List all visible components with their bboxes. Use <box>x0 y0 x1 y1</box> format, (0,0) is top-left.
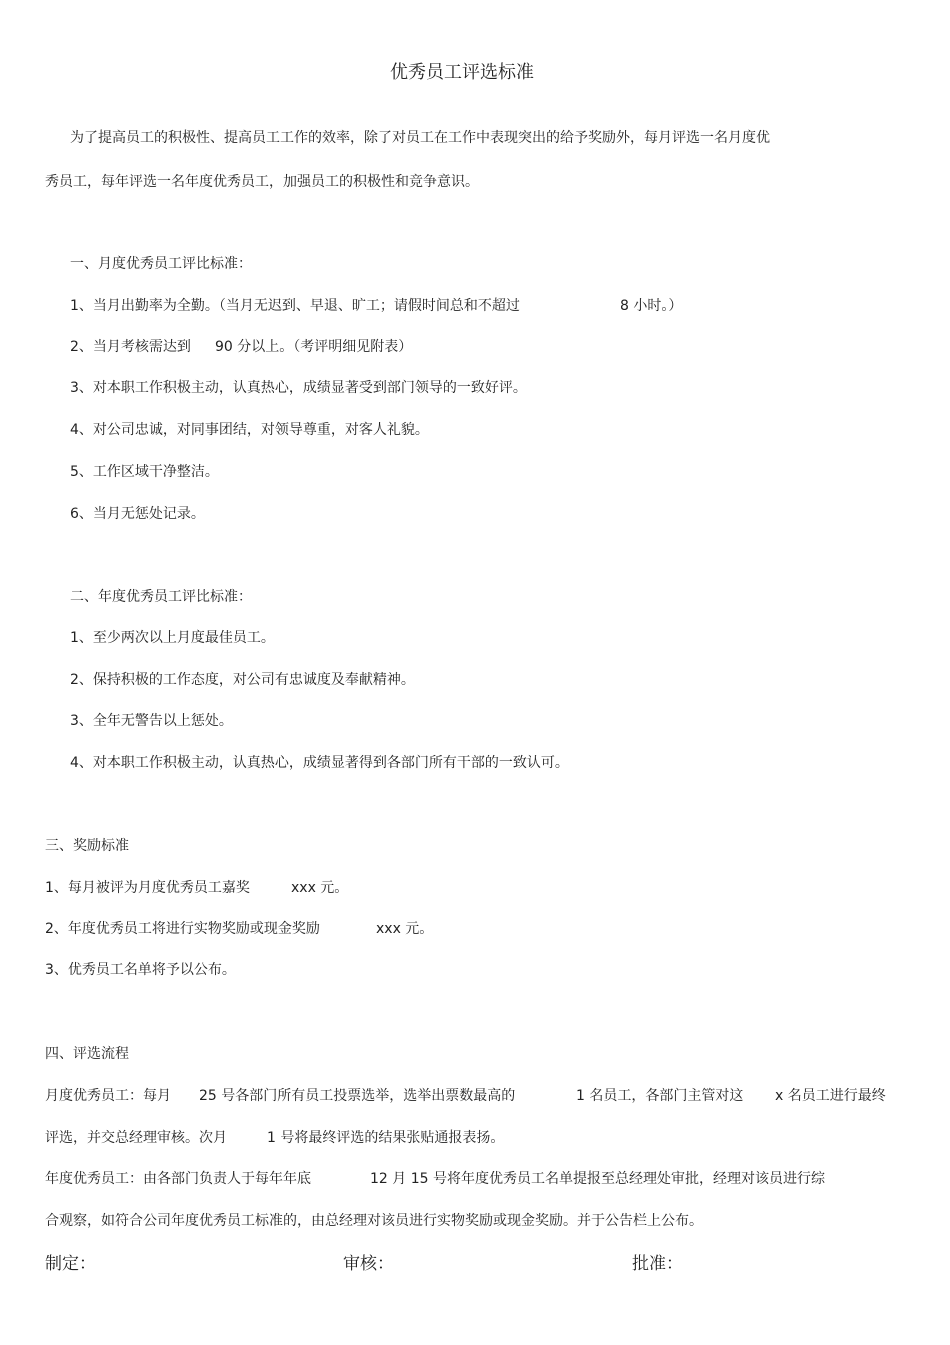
process-annual-line-1-a: 年度优秀员工：由各部门负责人于每年年底 <box>45 1171 311 1187</box>
process-monthly-line-1-b: 25 号各部门所有员工投票选举，选举出票数最高的 <box>199 1088 516 1104</box>
reward-item-1-tail: xxx 元。 <box>291 880 349 896</box>
annual-criteria-heading: 二、年度优秀员工评比标准： <box>70 589 252 605</box>
monthly-item-2: 2、当月考核需达到 <box>70 339 191 355</box>
reward-item-1: 1、每月被评为月度优秀员工嘉奖 <box>45 880 250 896</box>
annual-item-3: 3、全年无警告以上惩处。 <box>70 713 233 729</box>
signature-review: 审核： <box>343 1254 394 1274</box>
reward-item-2-tail: xxx 元。 <box>376 921 434 937</box>
monthly-criteria-heading: 一、月度优秀员工评比标准： <box>70 256 252 272</box>
annual-item-4: 4、对本职工作积极主动，认真热心，成绩显著得到各部门所有干部的一致认可。 <box>70 755 569 771</box>
reward-item-2: 2、年度优秀员工将进行实物奖励或现金奖励 <box>45 921 320 937</box>
process-monthly-line-1-d: x 名员工进行最终 <box>775 1088 886 1104</box>
intro-line-1: 为了提高员工的积极性、提高员工工作的效率，除了对员工在工作中表现突出的给予奖励外，每月评选一名月度优 <box>70 130 770 146</box>
monthly-item-5: 5、工作区域干净整洁。 <box>70 464 219 480</box>
reward-item-3: 3、优秀员工名单将予以公布。 <box>45 962 236 978</box>
monthly-item-3: 3、对本职工作积极主动，认真热心，成绩显著受到部门领导的一致好评。 <box>70 380 527 396</box>
monthly-item-4: 4、对公司忠诚，对同事团结，对领导尊重，对客人礼貌。 <box>70 422 429 438</box>
process-monthly-line-2-a: 评选，并交总经理审核。次月 <box>45 1130 227 1146</box>
process-monthly-line-1-a: 月度优秀员工：每月 <box>45 1088 171 1104</box>
intro-line-2: 秀员工，每年评选一名年度优秀员工，加强员工的积极性和竞争意识。 <box>45 174 479 190</box>
page-title: 优秀员工评选标准 <box>390 62 534 83</box>
reward-heading: 三、奖励标准 <box>45 838 129 854</box>
process-monthly-line-2-b: 1 号将最终评选的结果张贴通报表扬。 <box>267 1130 505 1146</box>
process-heading: 四、评选流程 <box>45 1046 129 1062</box>
signature-made: 制定： <box>45 1254 96 1274</box>
process-annual-line-1-b: 12 月 15 号将年度优秀员工名单提报至总经理处审批，经理对该员进行综 <box>370 1171 825 1187</box>
annual-item-1: 1、至少两次以上月度最佳员工。 <box>70 630 275 646</box>
monthly-item-6: 6、当月无惩处记录。 <box>70 506 205 522</box>
signature-approve: 批准： <box>632 1254 683 1274</box>
monthly-item-1-tail: 8 小时。） <box>620 298 683 314</box>
monthly-item-1: 1、当月出勤率为全勤。（当月无迟到、早退、旷工；请假时间总和不超过 <box>70 298 520 314</box>
process-monthly-line-1-c: 1 名员工，各部门主管对这 <box>576 1088 744 1104</box>
monthly-item-2-tail: 90 分以上。（考评明细见附表） <box>215 339 413 355</box>
process-annual-line-2: 合观察，如符合公司年度优秀员工标准的，由总经理对该员进行实物奖励或现金奖励。并于公告栏上公布。 <box>45 1213 703 1229</box>
annual-item-2: 2、保持积极的工作态度，对公司有忠诚度及奉献精神。 <box>70 672 415 688</box>
